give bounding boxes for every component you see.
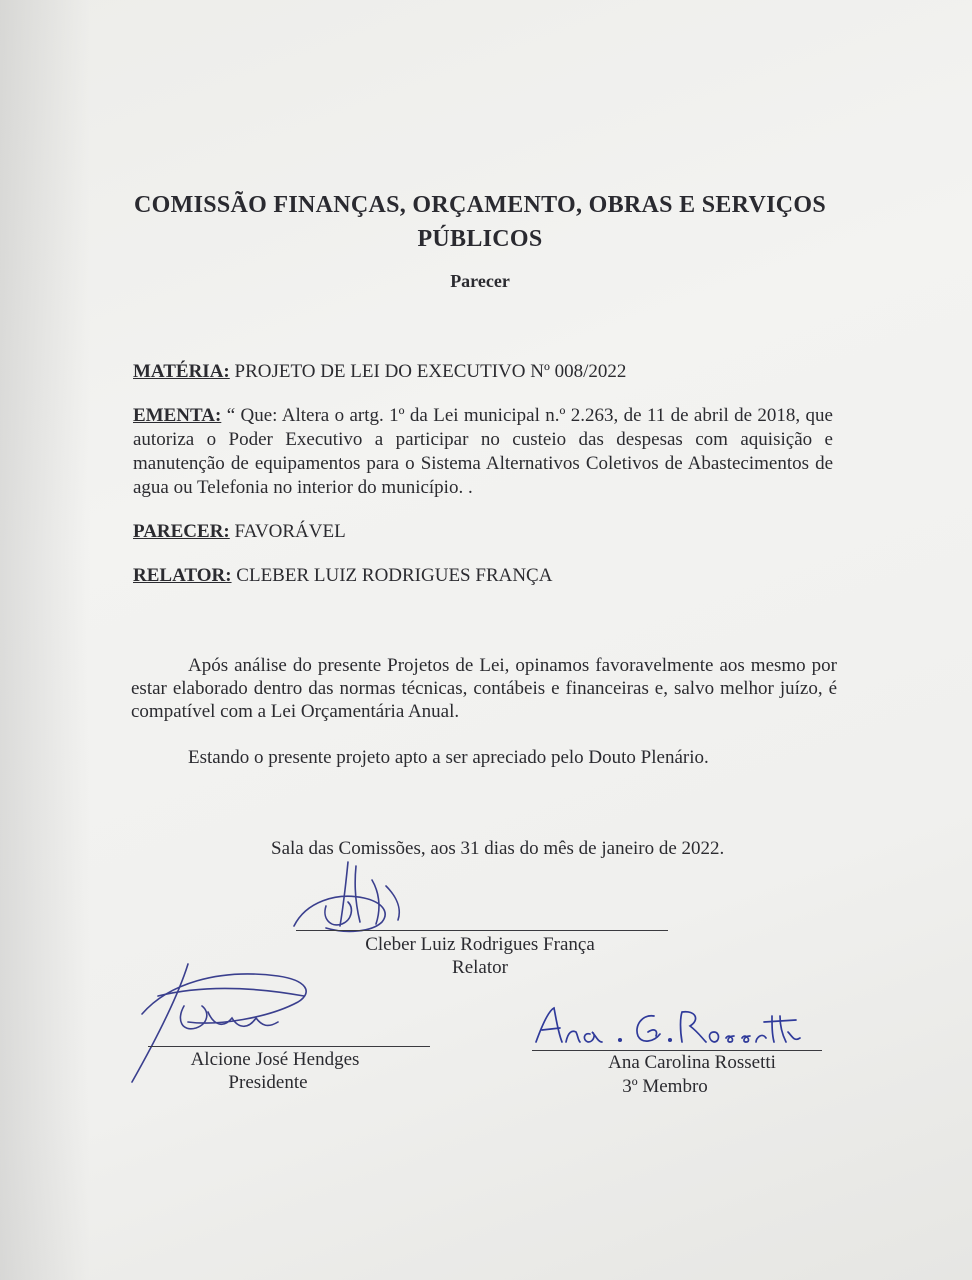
membro-signature	[530, 1002, 810, 1052]
parecer-value: FAVORÁVEL	[234, 521, 346, 542]
parecer-field	[133, 520, 346, 544]
presidente-role: Presidente	[228, 1072, 308, 1093]
relator-name: Cleber Luiz Rodrigues França	[365, 934, 595, 955]
analysis-paragraph: Após análise do presente Projetos de Lei, opinamos favoravelmente aos mesmo por estar elaborado dentro das normas técnicas, contábeis e financeiras e, salvo melhor juízo, é compatível com a Lei Orçamentária Anual.	[131, 655, 837, 722]
materia-value: PROJETO DE LEI DO EXECUTIVO Nº 008/2022	[234, 361, 627, 382]
relator-label: RELATOR:	[133, 565, 232, 586]
relator-value: CLEBER LUIZ RODRIGUES FRANÇA	[236, 565, 553, 586]
ementa-field	[133, 404, 833, 500]
closing-date-line: Sala das Comissões, aos 31 dias do mês de janeiro de 2022.	[271, 838, 725, 859]
presidente-signature-line	[148, 1046, 430, 1047]
relator-field	[133, 564, 552, 588]
presidente-name: Alcione José Hendges	[190, 1049, 360, 1070]
committee-title: COMISSÃO FINANÇAS, ORÇAMENTO, OBRAS E SERVIÇOS PÚBLICOS	[134, 192, 826, 252]
parecer-label: PARECER:	[133, 521, 230, 542]
ementa-text: “ Que: Altera o artg. 1º da Lei municipal n.º 2.263, de 11 de abril de 2018, que autoriza o Poder Executivo a participar no custeio das despesas com aquisição e manutenção de equipamentos para o Sistema Alternativos Coletivos de Abastecimentos de agua ou Telefonia no interior do município. .	[133, 405, 833, 498]
materia-label: MATÉRIA:	[133, 361, 230, 382]
membro-name: Ana Carolina Rossetti	[608, 1052, 776, 1073]
relator-signature-line	[296, 930, 668, 931]
materia-field	[133, 360, 626, 384]
membro-role: 3º Membro	[622, 1076, 708, 1097]
relator-role: Relator	[452, 957, 508, 978]
ementa-label: EMENTA:	[133, 405, 222, 426]
document-subtitle: Parecer	[450, 271, 510, 291]
conclusion-paragraph: Estando o presente projeto apto a ser apreciado pelo Douto Plenário.	[188, 747, 709, 768]
paper-shadow	[0, 0, 90, 1280]
